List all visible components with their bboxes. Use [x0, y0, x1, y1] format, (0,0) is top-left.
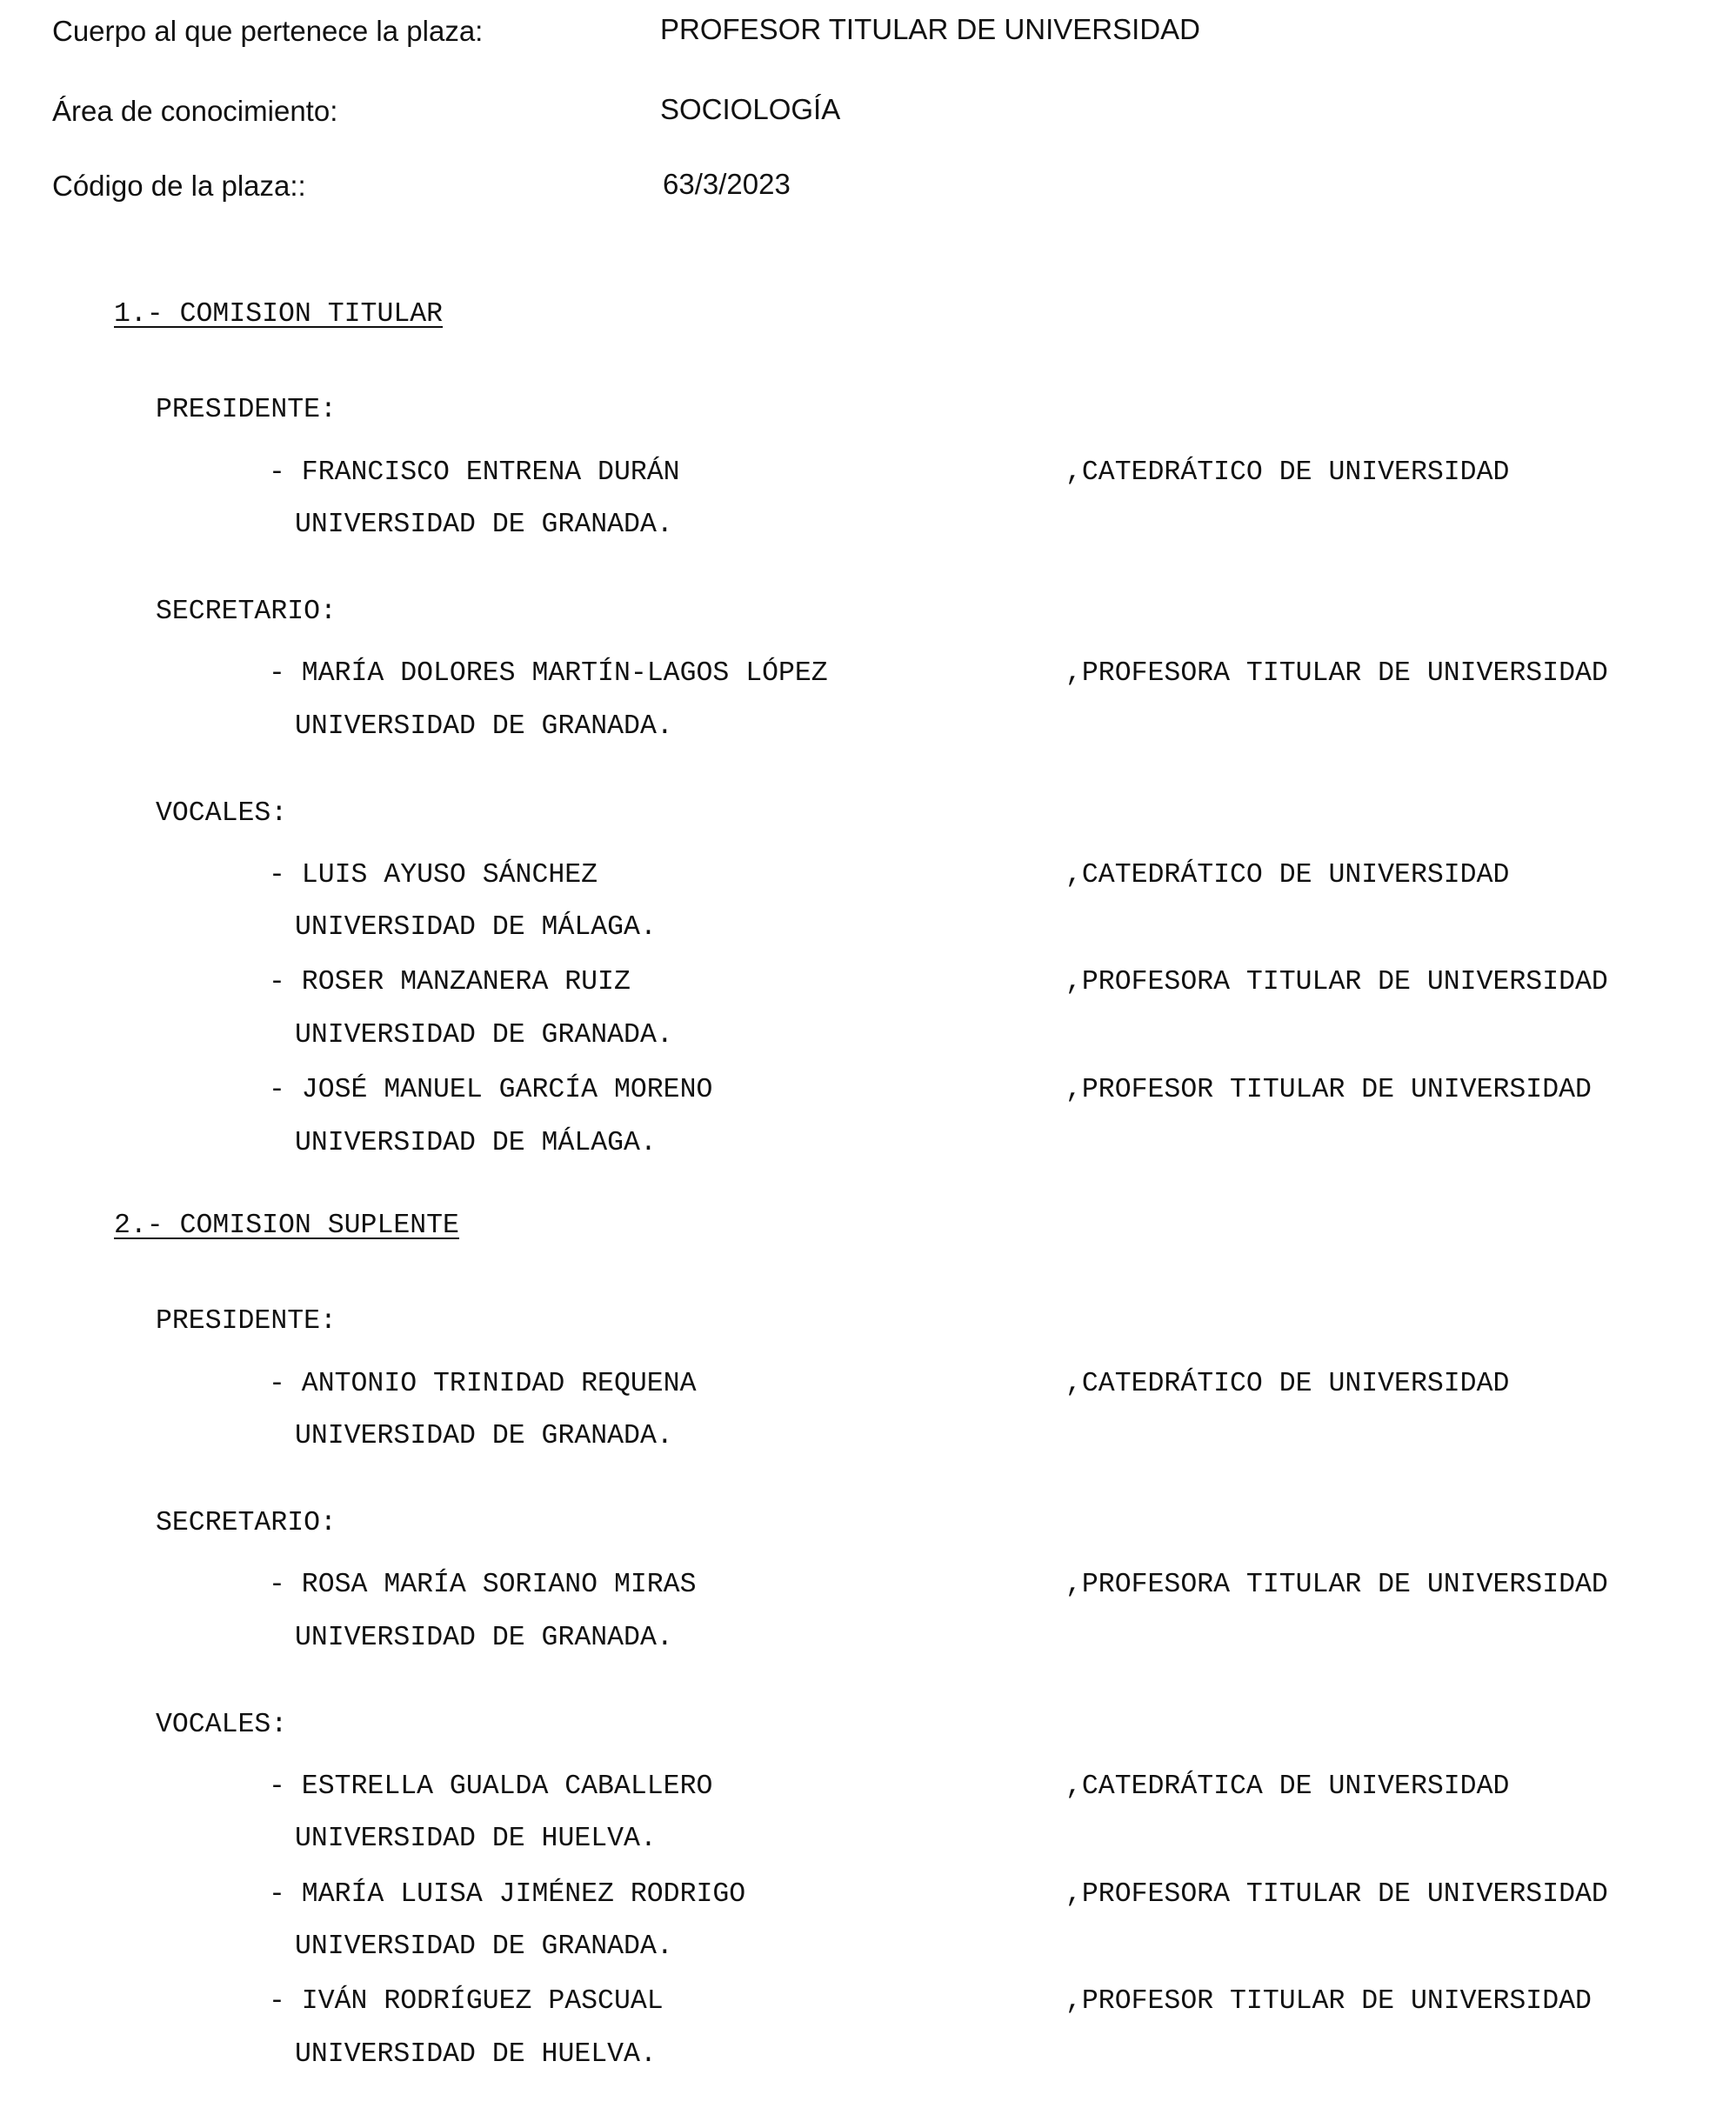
- section-title-suplente: 2.- COMISION SUPLENTE: [114, 1211, 459, 1241]
- titular-vocal-3-position: ,PROFESOR TITULAR DE UNIVERSIDAD: [1065, 1075, 1592, 1105]
- codigo-label: Código de la plaza::: [52, 170, 306, 202]
- suplente-vocal-3-university: UNIVERSIDAD DE HUELVA.: [295, 2039, 657, 2070]
- suplente-vocal-3-position: ,PROFESOR TITULAR DE UNIVERSIDAD: [1065, 1986, 1592, 2017]
- titular-presidente-name: - FRANCISCO ENTRENA DURÁN: [269, 457, 680, 488]
- area-label: Área de conocimiento:: [52, 95, 338, 127]
- titular-presidente-position: ,CATEDRÁTICO DE UNIVERSIDAD: [1065, 457, 1510, 488]
- suplente-vocales-label: VOCALES:: [156, 1710, 288, 1740]
- titular-vocal-3-university: UNIVERSIDAD DE MÁLAGA.: [295, 1128, 657, 1158]
- suplente-vocal-1-position: ,CATEDRÁTICA DE UNIVERSIDAD: [1065, 1771, 1510, 1802]
- titular-vocal-2-university: UNIVERSIDAD DE GRANADA.: [295, 1020, 673, 1051]
- suplente-secretario-label: SECRETARIO:: [156, 1508, 337, 1538]
- titular-vocal-3-name: - JOSÉ MANUEL GARCÍA MORENO: [269, 1075, 713, 1105]
- suplente-vocal-1-university: UNIVERSIDAD DE HUELVA.: [295, 1824, 657, 1854]
- titular-vocal-2-position: ,PROFESORA TITULAR DE UNIVERSIDAD: [1065, 967, 1608, 997]
- titular-vocal-1-name: - LUIS AYUSO SÁNCHEZ: [269, 860, 598, 891]
- titular-vocal-1-position: ,CATEDRÁTICO DE UNIVERSIDAD: [1065, 860, 1510, 891]
- titular-secretario-university: UNIVERSIDAD DE GRANADA.: [295, 711, 673, 742]
- titular-vocal-2-name: - ROSER MANZANERA RUIZ: [269, 967, 631, 997]
- suplente-vocal-2-university: UNIVERSIDAD DE GRANADA.: [295, 1931, 673, 1962]
- suplente-vocal-2-position: ,PROFESORA TITULAR DE UNIVERSIDAD: [1065, 1879, 1608, 1910]
- suplente-presidente-label: PRESIDENTE:: [156, 1306, 337, 1337]
- area-value: SOCIOLOGÍA: [660, 93, 841, 125]
- suplente-presidente-university: UNIVERSIDAD DE GRANADA.: [295, 1421, 673, 1451]
- cuerpo-label: Cuerpo al que pertenece la plaza:: [52, 15, 484, 47]
- suplente-presidente-name: - ANTONIO TRINIDAD REQUENA: [269, 1369, 697, 1399]
- suplente-secretario-position: ,PROFESORA TITULAR DE UNIVERSIDAD: [1065, 1570, 1608, 1600]
- suplente-vocal-1-name: - ESTRELLA GUALDA CABALLERO: [269, 1771, 713, 1802]
- titular-secretario-name: - MARÍA DOLORES MARTÍN-LAGOS LÓPEZ: [269, 658, 828, 689]
- suplente-vocal-3-name: - IVÁN RODRÍGUEZ PASCUAL: [269, 1986, 664, 2017]
- titular-presidente-university: UNIVERSIDAD DE GRANADA.: [295, 510, 673, 540]
- suplente-secretario-name: - ROSA MARÍA SORIANO MIRAS: [269, 1570, 697, 1600]
- titular-secretario-label: SECRETARIO:: [156, 597, 337, 627]
- titular-secretario-position: ,PROFESORA TITULAR DE UNIVERSIDAD: [1065, 658, 1608, 689]
- suplente-secretario-university: UNIVERSIDAD DE GRANADA.: [295, 1623, 673, 1653]
- titular-vocales-label: VOCALES:: [156, 798, 288, 829]
- section-title-titular: 1.- COMISION TITULAR: [114, 299, 444, 330]
- titular-vocal-1-university: UNIVERSIDAD DE MÁLAGA.: [295, 912, 657, 943]
- cuerpo-value: PROFESOR TITULAR DE UNIVERSIDAD: [660, 13, 1200, 45]
- titular-presidente-label: PRESIDENTE:: [156, 395, 337, 425]
- suplente-vocal-2-name: - MARÍA LUISA JIMÉNEZ RODRIGO: [269, 1879, 746, 1910]
- codigo-value: 63/3/2023: [663, 168, 791, 200]
- suplente-presidente-position: ,CATEDRÁTICO DE UNIVERSIDAD: [1065, 1369, 1510, 1399]
